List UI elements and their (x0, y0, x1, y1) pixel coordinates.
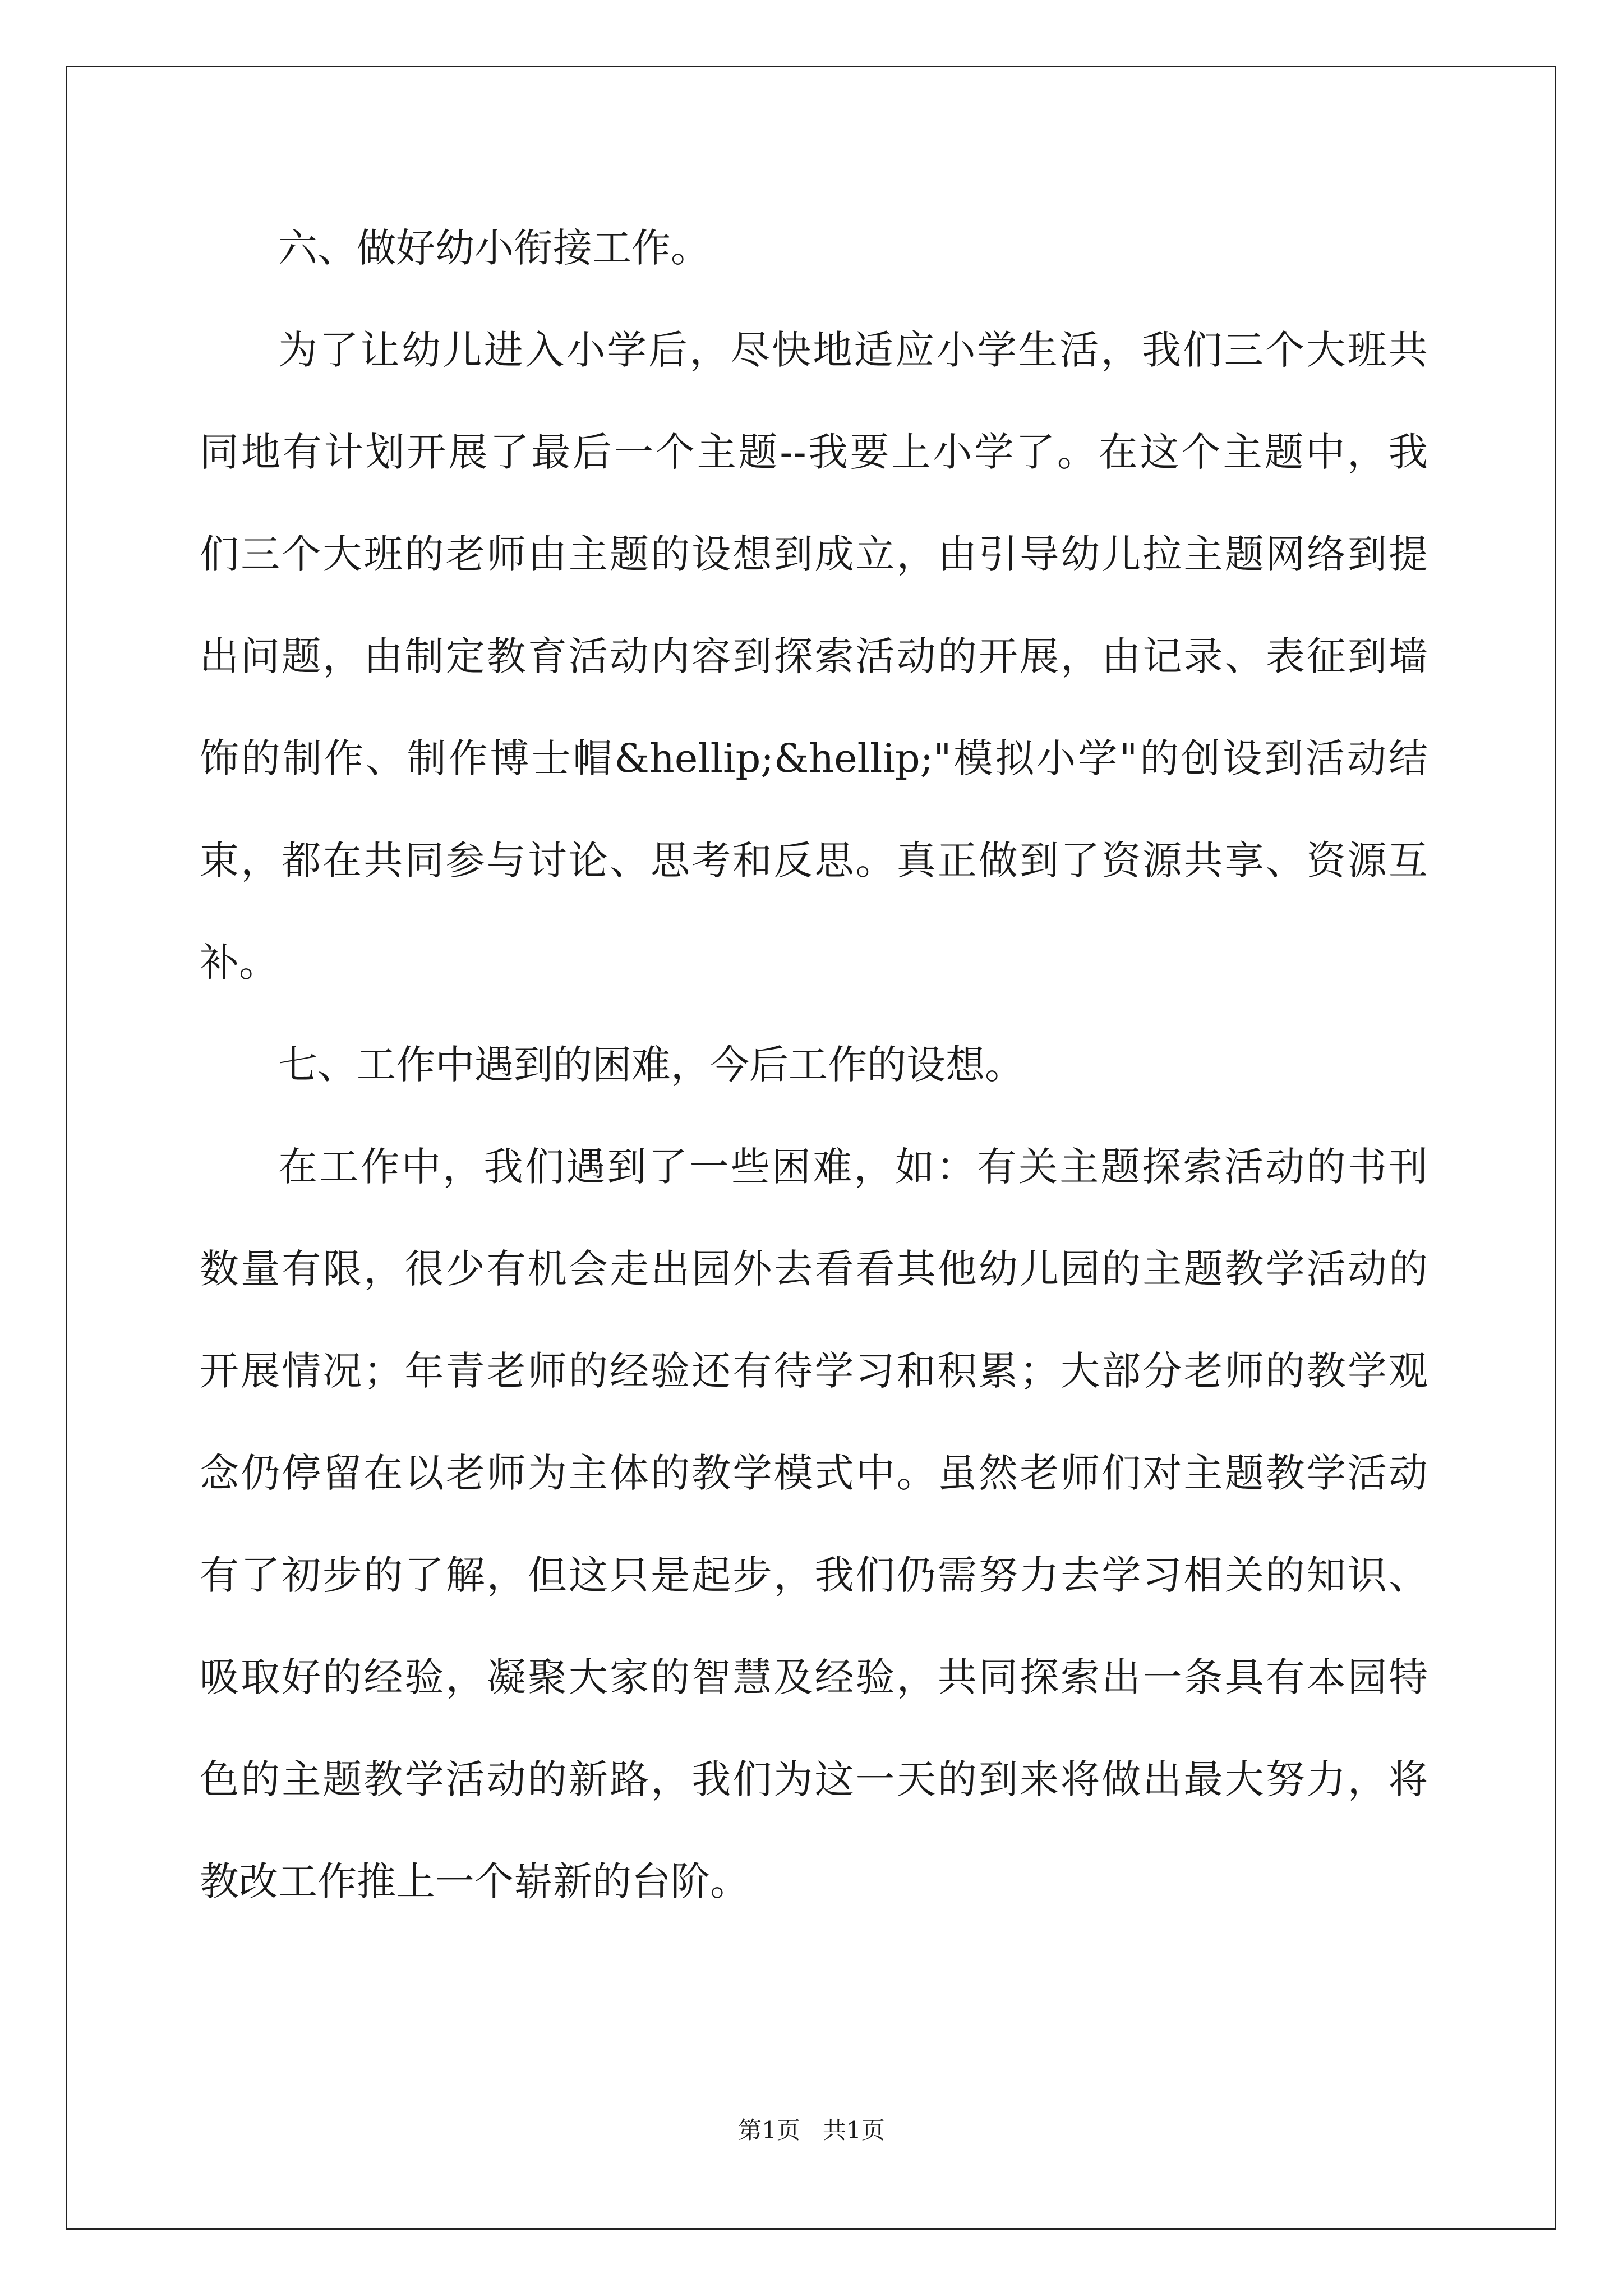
paragraph-line: 有了初步的了解，但这只是起步，我们仍需努力去学习相关的知识、 (200, 1552, 1428, 1598)
paragraph-line: 们三个大班的老师由主题的设想到成立，由引导幼儿拉主题网络到提 (200, 531, 1428, 577)
paragraph-line: 同地有计划开展了最后一个主题--我要上小学了。在这个主题中，我 (200, 429, 1428, 475)
paragraph-line: 开展情况；年青老师的经验还有待学习和积累；大部分老师的教学观 (200, 1348, 1428, 1394)
paragraph-line: 教改工作推上一个崭新的台阶。 (200, 1858, 749, 1904)
paragraph-line: 出问题，由制定教育活动内容到探索活动的开展，由记录、表征到墙 (200, 633, 1428, 679)
page-number-footer: 第1页 共1页 (738, 2116, 885, 2144)
section-heading-6: 六、做好幼小衔接工作。 (278, 225, 710, 271)
section-heading-7: 七、工作中遇到的困难，今后工作的设想。 (278, 1042, 1024, 1088)
paragraph-line: 饰的制作、制作博士帽&hellip;&hellip;"模拟小学"的创设到活动结 (200, 735, 1428, 781)
paragraph-line: 色的主题教学活动的新路，我们为这一天的到来将做出最大努力，将 (200, 1756, 1428, 1802)
paragraph-line: 为了让幼儿进入小学后，尽快地适应小学生活，我们三个大班共 (278, 327, 1428, 373)
paragraph-line: 补。 (200, 940, 278, 986)
paragraph-line: 数量有限，很少有机会走出园外去看看其他幼儿园的主题教学活动的 (200, 1246, 1428, 1292)
paragraph-line: 念仍停留在以老师为主体的教学模式中。虽然老师们对主题教学活动 (200, 1450, 1428, 1496)
paragraph-line: 在工作中，我们遇到了一些困难，如：有关主题探索活动的书刊 (278, 1144, 1428, 1190)
paragraph-line: 束，都在共同参与讨论、思考和反思。真正做到了资源共享、资源互 (200, 838, 1428, 884)
paragraph-line: 吸取好的经验，凝聚大家的智慧及经验，共同探索出一条具有本园特 (200, 1654, 1428, 1700)
